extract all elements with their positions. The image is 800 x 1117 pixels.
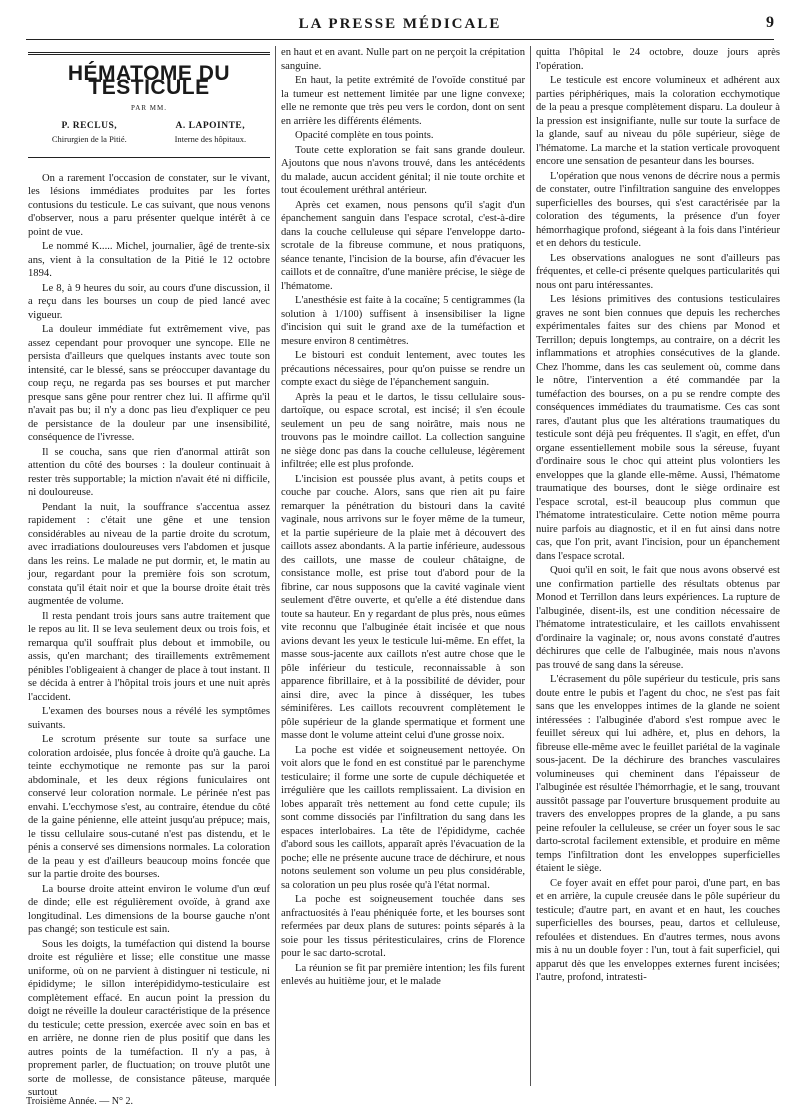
footer-issue: Troisième Année. — N° 2. — [26, 1096, 133, 1107]
paragraph: Les observations analogues ne sont d'ailleurs pas fréquentes, et celle-ci présente quelques particularités qui nous ont paru intéressantes. — [536, 252, 780, 291]
paragraph: Sous les doigts, la tuméfaction qui distend la bourse droite est régulière et lisse; elle constitue une masse uniforme, où on ne parvient à distinguer ni testicule, ni épididyme; le sillon interépididymo-testiculaire est complètement effacé. En aucun point la pression du doigt ne réveille la douleur caractéristique de la présence du testicule; cette pression, exercée avec soin en bas et en arrière, ne donne rien de plus positif que dans les autres points de la tuméfaction. Il n'y a pas, à proprement parler, de fluctuation; on trouve plutôt une sorte de mollesse, de consistance pâteuse, marquée surtout — [28, 938, 270, 1098]
paragraph: Après la peau et le dartos, le tissu cellulaire sous-dartoïque, ou espace scrotal, est incisé; il s'en écoule seulement un peu de sang noirâtre, mais nous ne trouvons pas le moindre caillot. La collection sanguine ne siège donc pas dans la couche celluleuse, légèrement infiltrée; elle est plus profonde. — [281, 391, 525, 470]
paragraph: Il se coucha, sans que rien d'anormal attirât son attention du côté des bourses : la douleur continuait à rester très supportable; la miction n'avait été ni difficile, ni douloureuse. — [28, 446, 270, 498]
paragraph: Le 8, à 9 heures du soir, au cours d'une discussion, il a reçu dans les bourses un coup de pied lancé avec vigueur. — [28, 282, 270, 321]
paragraph: L'examen des bourses nous a révélé les symptômes suivants. — [28, 706, 270, 731]
paragraph: L'incision est poussée plus avant, à petits coups et couche par couche. Alors, sans que rien ait pu faire remarquer la pénétration du bistouri dans la cavité vaginale, nous arrivons sur le foyer même de la tumeur, et la partie supérieure de la plaie met à découvert des caillots assez abondants. A la partie inférieure, audessous des caillots, une masse de couleur châtaigne, de consistance molle, est prise tout d'abord pour de la fibrine, car nous supposons que la cavité vaginale vient seulement d'être ouverte, et qu'elle a été distendue dans toute sa hauteur. En y regardant de plus près, nous eûmes vite reconnu que l'albuginée était incisée et que nous avions devant les yeux le testicule lui-même. En effet, la masse sous-jacente aux caillots n'est autre chose que le pôle inférieur du testicule, reconnaissable à son apparence fibrillaire, et à la possibilité de dévider, pour ainsi dire, avec la pince à disséquer, les tubes séminifères. Les caillots recouvrent complètement le pôle supérieur de la glande spermatique et forment une masse dont le volume atteint celui d'une grosse noix. — [281, 473, 525, 741]
author-name: A. LAPOINTE, — [175, 120, 246, 131]
paragraph: La réunion se fit par première intention; les fils furent enlevés au huitième jour, et le malade — [281, 962, 525, 987]
authors — [28, 120, 270, 147]
column-divider — [275, 46, 276, 1086]
paragraph: Le nommé K..... Michel, journalier, âgé de trente-six ans, vient à la consultation de la Pitié le 12 octobre 1894. — [28, 241, 270, 279]
paragraph: en haut et en avant. Nulle part on ne perçoit la crépitation sanguine. — [281, 47, 525, 72]
author-name: P. RECLUS, — [61, 120, 118, 131]
paragraph: Après cet examen, nous pensons qu'il s'agit d'un épanchement sanguin dans l'espace scrotal, c'est-à-dire dans la couche celluleuse qui sépare l'enveloppe darto-scrotale de la fibreuse commune, et nous pratiquons, séance tenante, l'incision de la bourse, afin d'évacuer les caillots et de connaître, d'une manière précise, le siège de l'hématome. — [281, 199, 525, 292]
paragraph: Opacité complète en tous points. — [295, 130, 434, 141]
column-1 — [28, 46, 270, 1098]
paragraph: L'écrasement du pôle supérieur du testicule, pris sans doute entre le pubis et l'agent du choc, ne s'est pas fait sans que les enveloppes intimes de la glande ne soient intéressées : l'albuginée d'abord s'est rompue avec le feuillet séreux qui lui adhère, et, plus en dehors, la fibreuse elle-même avec le feuillet pariétal de la vaginale sous-jacent. De la déchirure des branches vasculaires volumineuses qui cheminent dans l'épaisseur de l'albuginée est résultée l'hémorrhagie, et le sang, trouvant aussitôt passage par l'ouverture brusquement produite au travers des enveloppes propres de la glande, a pu sans peine refouler la celluleuse, se créer un foyer sous le sac darto-scrotal facilement extensible, et produire en même temps l'infiltration dont les enveloppes superficielles étaient le siège. — [536, 674, 780, 874]
paragraph: Le bistouri est conduit lentement, avec toutes les précautions nécessaires, pour qu'on puisse se rendre un compte exact du siège de l'épanchement sanguin. — [281, 350, 525, 388]
paragraph: En haut, la petite extrémité de l'ovoïde constitué par la tumeur est nettement limitée par une ligne convexe; elle ne remonte que très peu vers le cordon, dont on sent en arrière les différents éléments. — [281, 75, 525, 127]
column-3 — [536, 46, 780, 1086]
paragraph: L'opération que nous venons de décrire nous a permis de constater, outre l'infiltration sanguine des enveloppes superficielles des bourses, qui s'est caractérisée par la coloration des téguments, la présence d'un foyer hémorrhagique profond, siégeant à la fois dans l'intérieur et en dehors du testicule. — [536, 170, 780, 249]
paragraph: Il resta pendant trois jours sans autre traitement que le repos au lit. Il se leva seulement deux ou trois fois, et remarqua qu'il souffrait plus debout et immobile, ou assis, qu'en marchant; des tiraillements extrêmement pénibles l'obligeaient à changer de place à tout instant. Il se décida à entrer à l'hôpital trois jours et une nuit après l'accident. — [28, 610, 270, 703]
paragraph: Quoi qu'il en soit, le fait que nous avons observé est une confirmation partielle des résultats obtenus par Monod et Terrillon dans leurs expériences. La rupture de l'albuginée, disent-ils, est une condition nécessaire de l'hématome intratesticulaire, et les caillots envahissent d'ordinaire la vaginale; or, nous avons constaté d'autres déchirures que celle de l'albuginée, mais nous n'avons pas trouvé de sang dans la séreuse. — [536, 565, 780, 671]
author-role: Chirurgien de la Pitié. — [51, 134, 127, 144]
byline-prefix: PAR MM. — [131, 104, 167, 112]
header-rule — [26, 39, 774, 40]
column-3-body — [536, 46, 780, 985]
paragraph: On a rarement l'occasion de constater, sur le vivant, les lésions immédiates produites par les fortes contusions du testicule. Le cas suivant, que nous venons d'observer, nous a paru présenter quelque intérêt à ce point de vue. — [28, 172, 270, 238]
paragraph: Le scrotum présente sur toute sa surface une coloration ardoisée, plus foncée à droite qu'à gauche. La teinte ecchymotique ne remonte pas sur la paroi abdominale, et les deux régions funiculaires ont conservé leur coloration normale. Le périnée n'est pas envahi. L'ecchymose s'est, au contraire, étendue du côté de la gaine pénienne, elle atteint jusqu'au prépuce; mais, le tissu cellulaire sous-cutané n'est pas distendu, et le pénis a conservé ses dimensions normales. La coloration de la peau y est d'ailleurs beaucoup moins foncée que sur la partie droite des bourses. — [28, 734, 270, 880]
paragraph: Pendant la nuit, la souffrance s'accentua assez rapidement : c'était une gêne et une tension considérables au niveau de la partie droite du scrotum, avec irradiations douloureuses vers l'abdomen et jusque dans les reins. Le malade ne put dormir, et, le matin au jour, regardant pour la première fois son scrotum, constata qu'il était noir et que la bourse droite était très augmentée de volume. — [28, 501, 270, 607]
paragraph: Le testicule est encore volumineux et adhérent aux parties périphériques, mais la coloration ecchymotique de la peau a presque complètement disparu. La douleur à la pression est insignifiante, nulle sur toute la surface de la glande, sauf au niveau du pôle supérieur, siège de l'hématome. La marche et la station verticale provoquent encore une sensation de pesanteur dans les bourses. — [536, 75, 780, 167]
paragraph: Toute cette exploration se fait sans grande douleur. Ajoutons que nous n'avons trouvé, dans les antécédents du malade, aucun accident génital; il nie toute orchite et tout écoulement uréthral antérieur. — [281, 144, 525, 196]
author-role: Interne des hôpitaux. — [174, 134, 247, 144]
paragraph: La bourse droite atteint environ le volume d'un œuf de dinde; elle est régulièrement ovoïde, à grand axe longitudinal. Les dimensions de la bourse gauche n'ont pas changé; son testicule est sain. — [28, 883, 270, 935]
paragraph: Les lésions primitives des contusions testiculaires graves ne sont bien connues que depuis les recherches expérimentales faites sur des chiens par Monod et Terrillon; depuis longtemps, au contraire, on a décrit les inflammations et atrophies consécutives de la glande. Chez l'homme, dans les cas seulement où, comme dans le nôtre, l'intervention a été commandée par la tuméfaction des bourses, on a pu se rendre compte des conséquences immédiates du traumatisme. Ces cas sont rares, d'autant plus que les altérations traumatiques du testicule sont déjà peu fréquentes. Il s'agit, en effet, d'un organe essentiellement mobile sous la séreuse, fuyant d'ordinaire sous le choc qui atteint plus volontiers les enveloppes que la glande elle-même. Aussi, l'hématome traumatique des bourses, dont le siège ordinaire est l'espace scrotal, est-il beaucoup plus commun que l'hématome intratesticulaire. Cette notion même pourra nuire parfois au diagnostic, et il en fut ainsi dans notre cas, que l'on prit, avant l'incision, pour un épanchement dans l'espace scrotal. — [536, 294, 780, 562]
paragraph: L'anesthésie est faite à la cocaïne; 5 centigrammes (la solution à 1/100) suffisent à insensibiliser la ligne d'incision qui suit le grand axe de la tuméfaction et mesure environ 8 centimètres. — [281, 295, 525, 347]
running-header — [26, 14, 774, 34]
article-heading — [28, 52, 270, 158]
page-number: 9 — [766, 14, 774, 31]
column-2 — [281, 46, 525, 1086]
column-divider — [530, 46, 531, 1086]
paragraph: La douleur immédiate fut extrêmement vive, pas assez cependant pour provoquer une syncope. Elle ne persista d'ailleurs que quelques instants avec toute son intensité, car le blessé, sans se préoccuper davantage du coup reçu, ne regarda pas ses bourses et put marcher presque sans gêne pour rentrer chez lui. Il affirme qu'il n'avait pas bu; il n'y a donc pas lieu d'expliquer ce peu de persistance de la douleur par une insensibilité, conséquence de l'ivresse. — [28, 324, 270, 443]
author — [175, 120, 247, 147]
column-2-body — [281, 46, 525, 989]
paragraph: La poche est vidée et soigneusement nettoyée. On voit alors que le fond en est constitué par le parenchyme testiculaire; il forme une sorte de cupule déchiquetée et irrégulière que les caillots remplissaient. La division en lobes apparaît très nettement au fond cette cupule; ils sont comme dissociés par l'infiltration du sang dans les espaces interlobaires. La tête de l'épididyme, cachée d'abord sous les caillots, apparaît après l'évacuation de la poche; elle ne présente aucune trace de déchirure, et nous notons seulement son volume un peu plus considérable, sa coloration un peu plus rosée qu'à l'état normal. — [281, 744, 525, 891]
journal-name: LA PRESSE MÉDICALE — [298, 16, 502, 32]
paragraph: La poche est soigneusement touchée dans ses anfractuosités à l'eau phéniquée forte, et les bourses sont refermées par deux plans de sutures: points séparés à la soie pour les tissus péritesticulaires, crins de Florence pour le sac darto-scrotal. — [281, 894, 525, 959]
paragraph: Ce foyer avait en effet pour paroi, d'une part, en bas et en arrière, la cupule creusée dans le pôle supérieur du testicule; d'autre part, en avant et en haut, les couches superficielles des bourses, peau, dartos et celluleuse, refoulées et distendues. En d'autres termes, nous avons mis à nu un double foyer : l'un, tout à fait superficiel, qui apparut dès que les enveloppes externes furent incisées; l'autre, profond, intratesti- — [536, 877, 780, 983]
article-title: HÉMATOME DU TESTICULE — [67, 62, 231, 99]
column-1-body — [28, 172, 270, 1100]
author — [52, 120, 127, 147]
paragraph: quitta l'hôpital le 24 octobre, douze jours après l'opération. — [536, 47, 780, 72]
